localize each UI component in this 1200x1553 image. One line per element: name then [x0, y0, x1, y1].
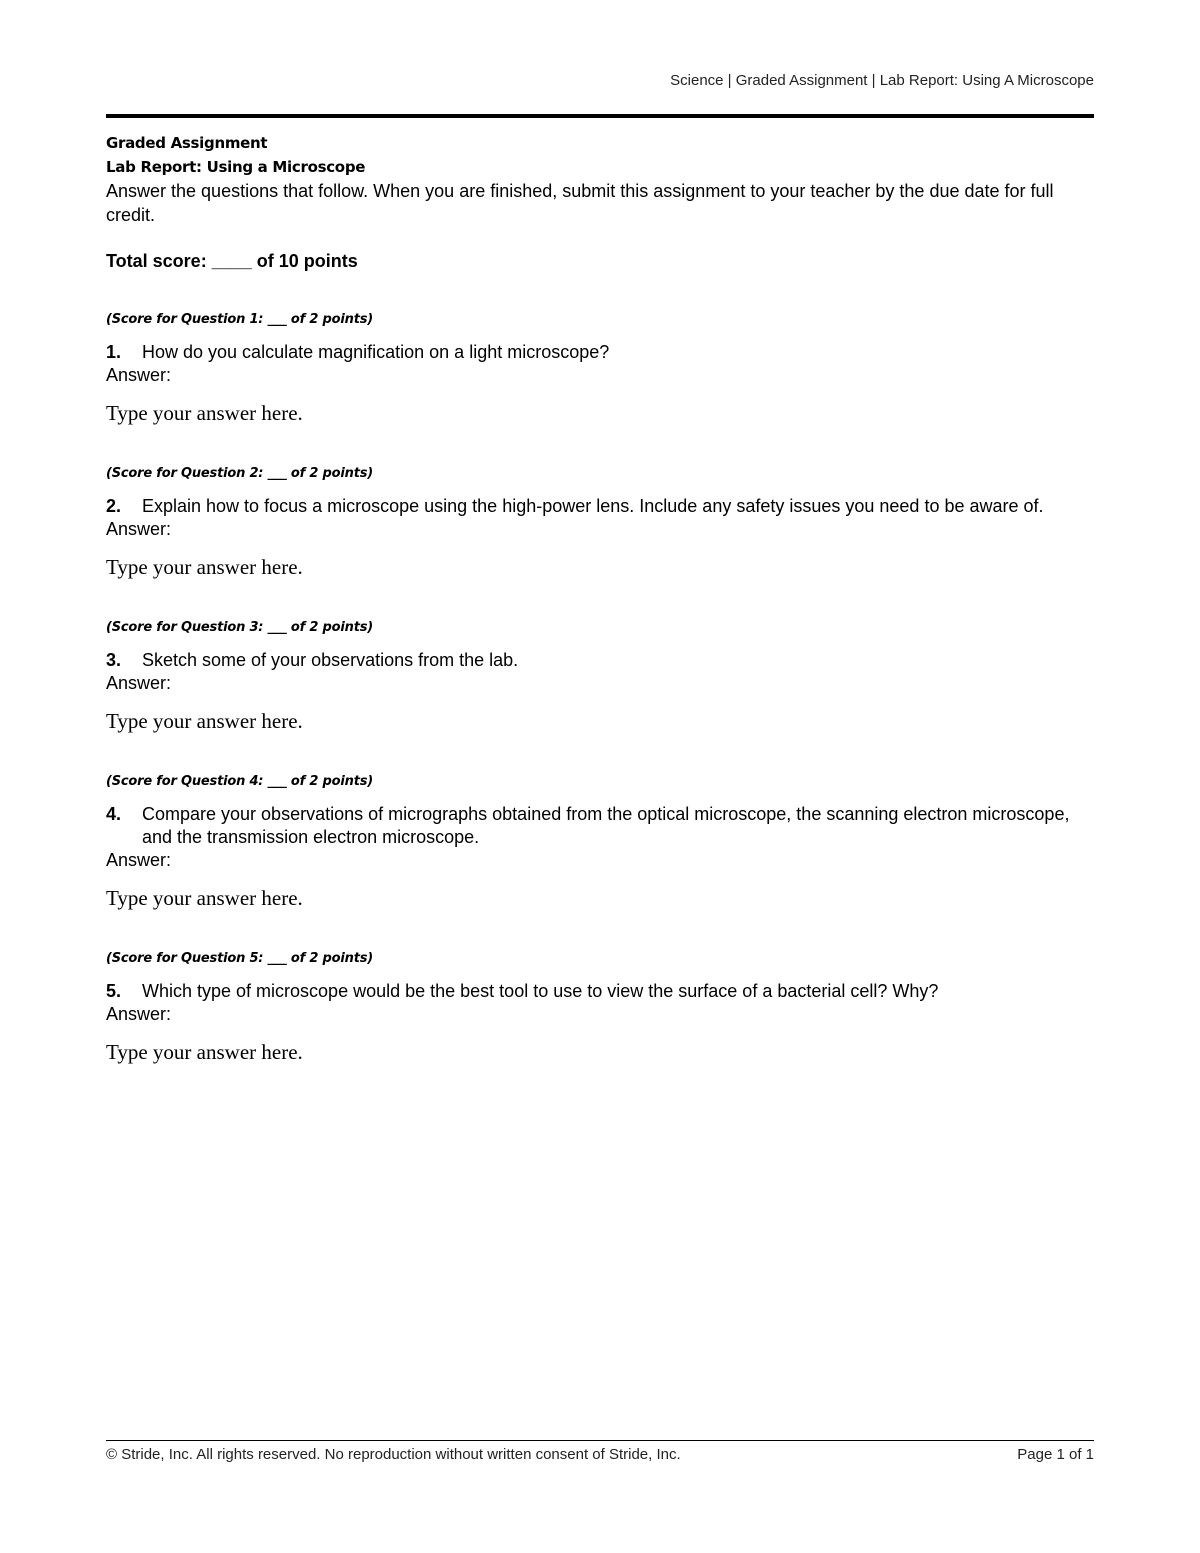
answer-input[interactable]	[106, 1038, 706, 1066]
question-block-4	[106, 773, 1086, 912]
document-title: Lab Report: Using a Microscope	[106, 158, 366, 176]
question-score-line: (Score for Question 1: ___ of 2 points)	[106, 312, 373, 327]
document-body	[106, 131, 1086, 1066]
question-block-1	[106, 311, 1086, 427]
question-prompt	[106, 495, 1086, 518]
instructions-text: Answer the questions that follow. When you are finished, submit this assignment to your teacher by the due date for full credit.	[106, 181, 1054, 225]
question-number: 5.	[106, 981, 122, 1001]
question-prompt	[106, 980, 1086, 1003]
answer-input[interactable]	[106, 553, 706, 581]
question-text: Sketch some of your observations from the lab.	[142, 650, 519, 670]
question-prompt	[106, 649, 1086, 672]
question-prompt	[106, 803, 1086, 849]
header-rule	[106, 114, 1094, 118]
total-score: Total score: ____ of 10 points	[106, 251, 358, 271]
question-number: 1.	[106, 342, 122, 362]
question-score-line: (Score for Question 4: ___ of 2 points)	[106, 774, 373, 789]
question-number: 4.	[106, 804, 122, 824]
question-block-3	[106, 619, 1086, 735]
answer-label: Answer:	[106, 519, 172, 539]
question-number: 2.	[106, 496, 122, 516]
question-block-2	[106, 465, 1086, 581]
footer-copyright: © Stride, Inc. All rights reserved. No reproduction without written consent of Stride, Inc.	[106, 1446, 681, 1463]
question-number: 3.	[106, 650, 122, 670]
answer-label: Answer:	[106, 1004, 172, 1024]
answer-label: Answer:	[106, 850, 172, 870]
question-score-line: (Score for Question 3: ___ of 2 points)	[106, 620, 373, 635]
page-header-breadcrumb: Science | Graded Assignment | Lab Report: Using A Microscope	[670, 72, 1094, 89]
answer-label: Answer:	[106, 365, 172, 385]
footer-page-number: Page 1 of 1	[1017, 1446, 1094, 1463]
question-text: How do you calculate magnification on a light microscope?	[142, 342, 610, 362]
question-score-line: (Score for Question 5: ___ of 2 points)	[106, 951, 373, 966]
answer-input[interactable]	[106, 707, 706, 735]
answer-input[interactable]	[106, 399, 706, 427]
question-text: Which type of microscope would be the best tool to use to view the surface of a bacterial cell? Why?	[142, 981, 939, 1001]
question-prompt	[106, 341, 1086, 364]
question-text: Compare your observations of micrographs obtained from the optical microscope, the scanning electron microscope, and the transmission electron microscope.	[142, 804, 1070, 847]
question-text: Explain how to focus a microscope using the high-power lens. Include any safety issues you need to be aware of.	[142, 496, 1044, 516]
question-block-5	[106, 950, 1086, 1066]
document-kicker: Graded Assignment	[106, 134, 268, 152]
question-score-line: (Score for Question 2: ___ of 2 points)	[106, 466, 373, 481]
answer-label: Answer:	[106, 673, 172, 693]
answer-input[interactable]	[106, 884, 706, 912]
footer-rule	[106, 1440, 1094, 1441]
